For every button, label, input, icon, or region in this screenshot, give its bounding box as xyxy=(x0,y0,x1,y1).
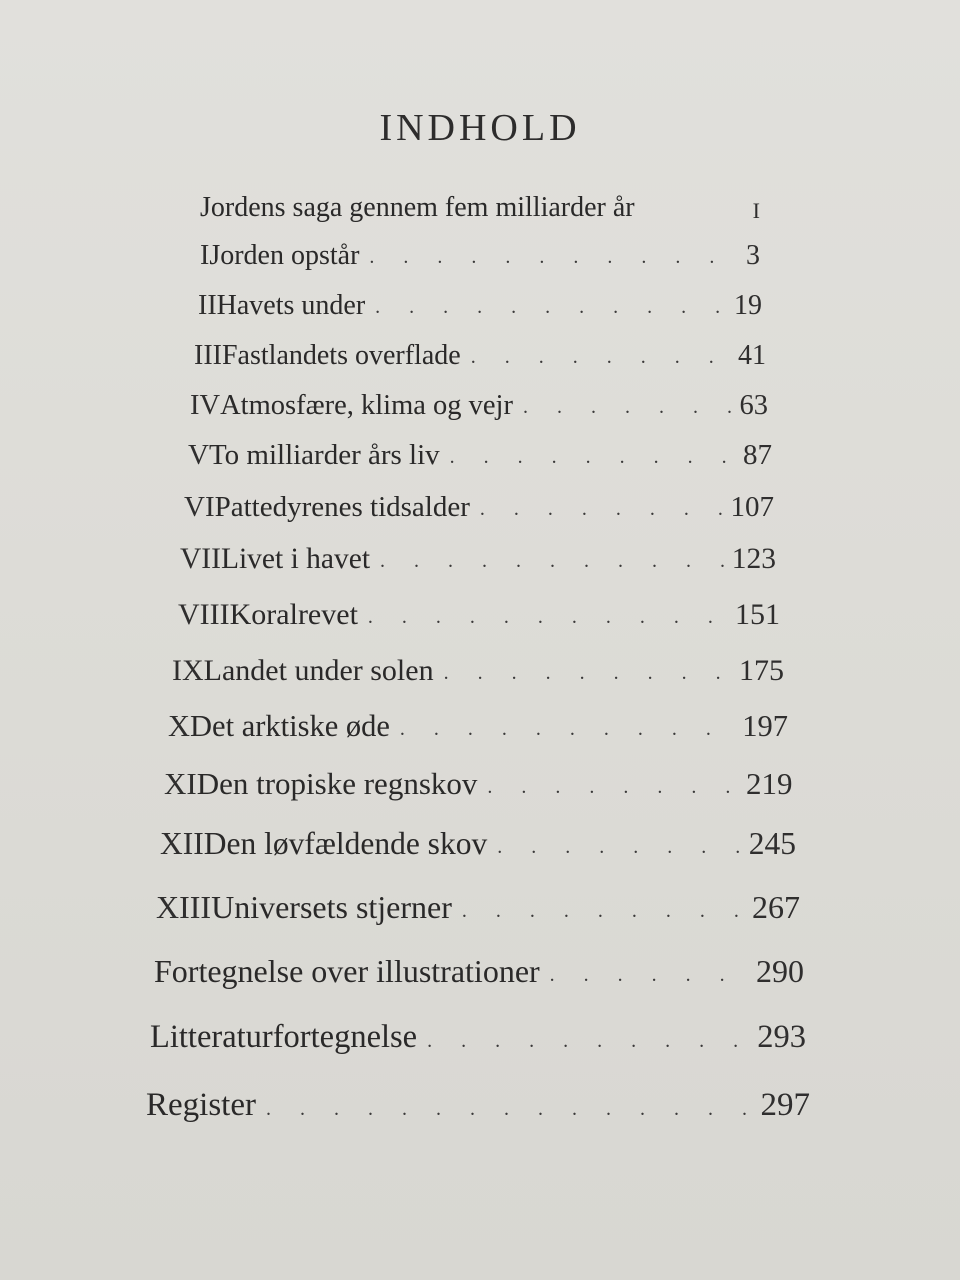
dot-leader xyxy=(471,348,730,366)
toc-entry xyxy=(164,758,792,802)
toc-entry-number: VI xyxy=(184,491,215,523)
toc-entry-page: 297 xyxy=(760,1087,810,1123)
toc-entry-title: Fastlandets overflade xyxy=(221,340,461,371)
page-title: INDHOLD xyxy=(379,107,581,149)
toc-entry xyxy=(156,882,800,926)
toc-entry xyxy=(168,700,788,744)
dot-leader xyxy=(380,552,724,570)
dot-leader xyxy=(368,608,727,626)
dot-leader xyxy=(487,778,738,796)
toc-entry-number: I xyxy=(200,240,210,271)
toc-entry-title: Landet under solen xyxy=(203,654,434,687)
toc-entry xyxy=(188,428,772,472)
toc-entry xyxy=(190,378,768,422)
toc-entry-page: 245 xyxy=(748,826,796,861)
toc-entry-number: XI xyxy=(164,766,197,801)
toc-entry-title: Havets under xyxy=(216,290,366,321)
dot-leader xyxy=(550,966,748,984)
toc-entry-page: 293 xyxy=(757,1019,806,1055)
toc-entry-number: IX xyxy=(172,654,204,687)
toc-entry-number: XIII xyxy=(156,889,212,925)
toc-entry-page: 290 xyxy=(756,953,804,989)
toc-entry xyxy=(200,228,760,272)
toc-entry-title: Livet i havet xyxy=(220,543,371,575)
toc-entry-title: Jordens saga gennem fem milliarder år xyxy=(200,192,635,223)
toc-entry-number: III xyxy=(194,340,222,371)
toc-entry-number: VIII xyxy=(178,598,230,631)
toc-entry-title: Pattedyrenes tidsalder xyxy=(214,491,470,523)
toc-entry-title: Register xyxy=(146,1087,256,1123)
toc-entry-title: Atmosfære, klima og vejr xyxy=(220,390,513,421)
toc-entry-page: 151 xyxy=(735,598,780,631)
toc-entry-number: IV xyxy=(190,390,221,421)
dot-leader xyxy=(450,448,735,466)
dot-leader xyxy=(427,1032,749,1050)
dot-leader xyxy=(400,720,734,738)
toc-entry-number: VII xyxy=(180,543,221,575)
toc-entry xyxy=(198,278,762,322)
toc-entry-page: I xyxy=(752,198,760,223)
toc-entry xyxy=(146,1080,810,1124)
toc-entry-title: Universets stjerner xyxy=(211,889,452,925)
toc-entry-page: 63 xyxy=(739,390,768,421)
toc-entry-title: Jorden opstår xyxy=(209,240,360,271)
toc-entry-title: Fortegnelse over illustrationer xyxy=(154,953,540,989)
dot-leader xyxy=(444,664,731,682)
toc-entry xyxy=(184,480,774,524)
toc-entry-page: 197 xyxy=(742,709,788,743)
toc-entry xyxy=(194,328,766,372)
dot-leader xyxy=(523,398,732,416)
toc-entry-number: X xyxy=(168,709,191,743)
dot-leader xyxy=(266,1100,753,1118)
dot-leader xyxy=(369,248,738,266)
dot-leader xyxy=(497,838,741,856)
toc-entry xyxy=(200,180,760,224)
toc-entry-page: 219 xyxy=(746,766,793,801)
toc-entry-title: Den løvfældende skov xyxy=(203,826,488,861)
dot-leader xyxy=(462,902,744,920)
dot-leader xyxy=(480,500,723,518)
toc-entry xyxy=(172,644,784,688)
toc-entry-number: V xyxy=(188,439,209,471)
toc-entry-number: XII xyxy=(160,826,204,861)
toc-entry xyxy=(154,946,804,990)
toc-entry-page: 87 xyxy=(743,439,772,471)
toc-entry-title: Det arktiske øde xyxy=(190,709,390,743)
toc-entry xyxy=(180,532,776,576)
toc-entry-title: Koralrevet xyxy=(229,598,358,631)
toc-entry xyxy=(150,1012,806,1056)
toc-entry xyxy=(160,818,796,862)
toc-entry-title: To milliarder års liv xyxy=(208,439,440,471)
toc-entry-title: Den tropiske regnskov xyxy=(196,766,478,801)
toc-entry-page: 107 xyxy=(730,491,774,523)
toc-entry-page: 175 xyxy=(739,654,784,687)
toc-entry-page: 123 xyxy=(731,543,776,575)
toc-entry-page: 19 xyxy=(734,290,762,321)
toc-entry xyxy=(178,588,780,632)
dot-leader xyxy=(375,298,726,316)
toc-entry-title: Litteraturfortegnelse xyxy=(150,1019,418,1055)
toc-entry-number: II xyxy=(198,290,217,321)
toc-entry-page: 41 xyxy=(738,340,766,371)
toc-entry-page: 3 xyxy=(746,240,760,271)
toc-entry-page: 267 xyxy=(752,889,800,925)
